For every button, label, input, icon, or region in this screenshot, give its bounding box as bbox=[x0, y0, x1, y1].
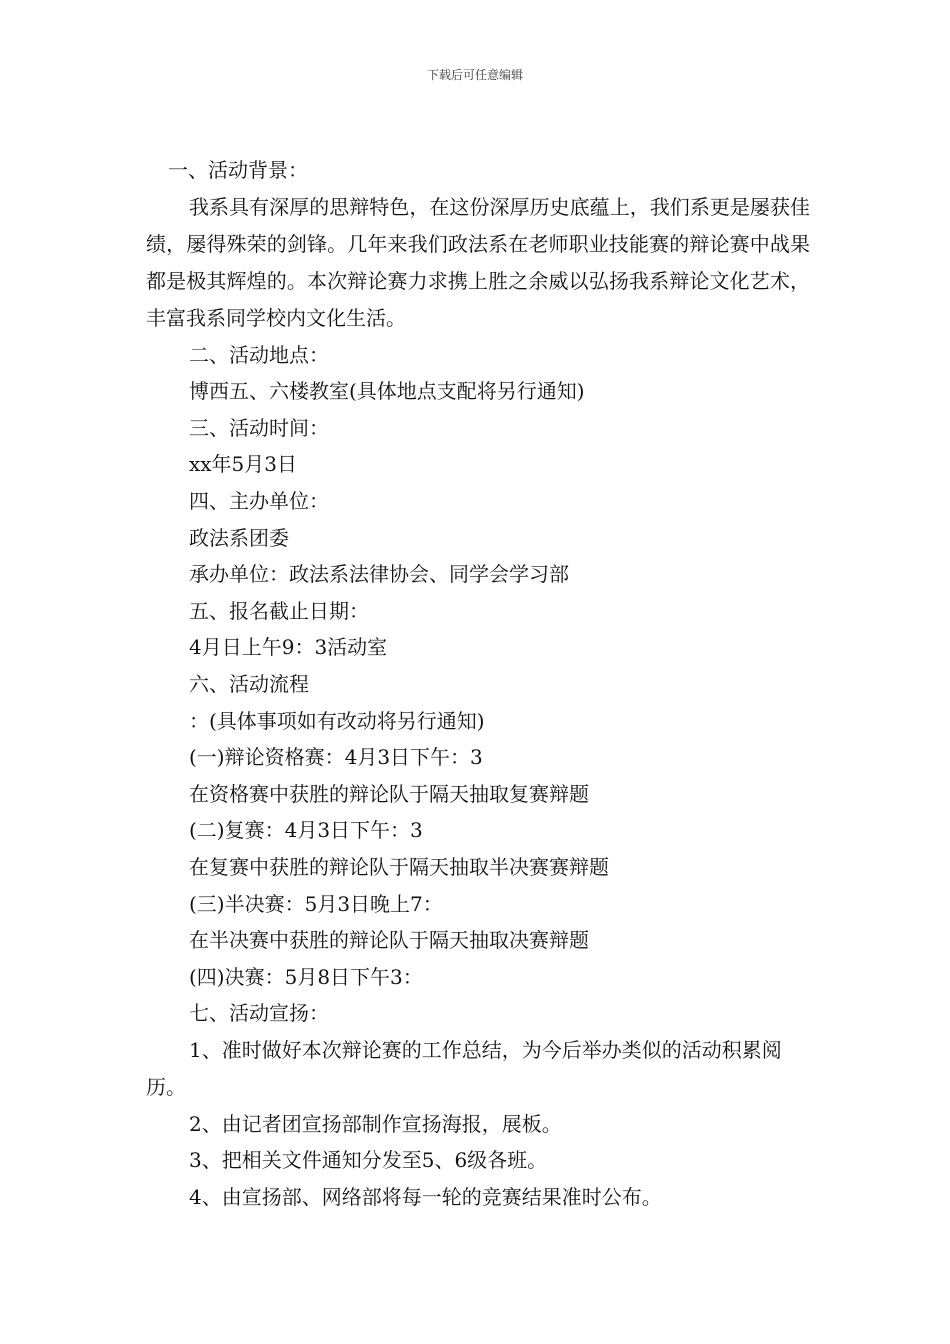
section-heading-organizer: 四、主办单位： bbox=[189, 488, 329, 513]
section-heading-location: 二、活动地点： bbox=[189, 342, 329, 367]
document-body bbox=[146, 152, 810, 1216]
publicity-item-4: 4、由宣扬部、网络部将每一轮的竞赛结果准时公布。 bbox=[189, 1185, 662, 1210]
process-note: ：(具体事项如有改动将另行通知) bbox=[189, 708, 485, 733]
publicity-item-2: 2、由记者团宣扬部制作宣扬海报，展板。 bbox=[189, 1111, 562, 1136]
process-stage-3-desc: 在半决赛中获胜的辩论队于隔天抽取决赛辩题 bbox=[189, 928, 589, 953]
section-heading-background: 一、活动背景： bbox=[168, 158, 308, 182]
section-heading-time: 三、活动时间： bbox=[189, 415, 329, 440]
process-stage-1-desc: 在资格赛中获胜的辩论队于隔天抽取复赛辩题 bbox=[189, 781, 589, 806]
process-stage-2: (二)复赛：4月3日下午：3 bbox=[189, 818, 423, 843]
organizer-text: 政法系团委 bbox=[189, 525, 289, 550]
process-stage-1: (一)辩论资格赛：4月3日下午：3 bbox=[189, 745, 483, 770]
location-text: 博西五、六楼教室(具体地点支配将另行通知) bbox=[189, 379, 585, 404]
process-stage-2-desc: 在复赛中获胜的辩论队于隔天抽取半决赛赛辩题 bbox=[189, 854, 609, 879]
section-heading-process: 六、活动流程 bbox=[189, 671, 309, 696]
page-header: 下载后可任意编辑 bbox=[426, 68, 523, 82]
section-heading-publicity: 七、活动宣扬： bbox=[189, 1001, 329, 1026]
section-heading-deadline: 五、报名截止日期： bbox=[189, 598, 369, 623]
paragraph-background: 我系具有深厚的思辩特色，在这份深厚历史底蕴上，我们系更是屡获佳绩，屡得殊荣的剑锋。几年来我们政法系在老师职业技能赛的辩论赛中战果都是极其辉煌的。本次辩论赛力求携上胜之余威以弘扬我系辩论文化艺术，丰富我系同学校内文化生活。 bbox=[146, 194, 810, 330]
co-organizer-text: 承办单位：政法系法律协会、同学会学习部 bbox=[189, 562, 569, 587]
process-stage-4: (四)决赛：5月8日下午3： bbox=[189, 964, 423, 989]
time-text: xx年5月3日 bbox=[189, 452, 298, 477]
deadline-text: 4月日上午9：3活动室 bbox=[189, 635, 388, 660]
process-stage-3: (三)半决赛：5月3日晚上7： bbox=[189, 891, 443, 916]
publicity-item-1: 1、准时做好本次辩论赛的工作总结，为今后举办类似的活动积累阅历。 bbox=[146, 1037, 782, 1099]
publicity-item-3: 3、把相关文件通知分发至5、6级各班。 bbox=[189, 1148, 548, 1173]
